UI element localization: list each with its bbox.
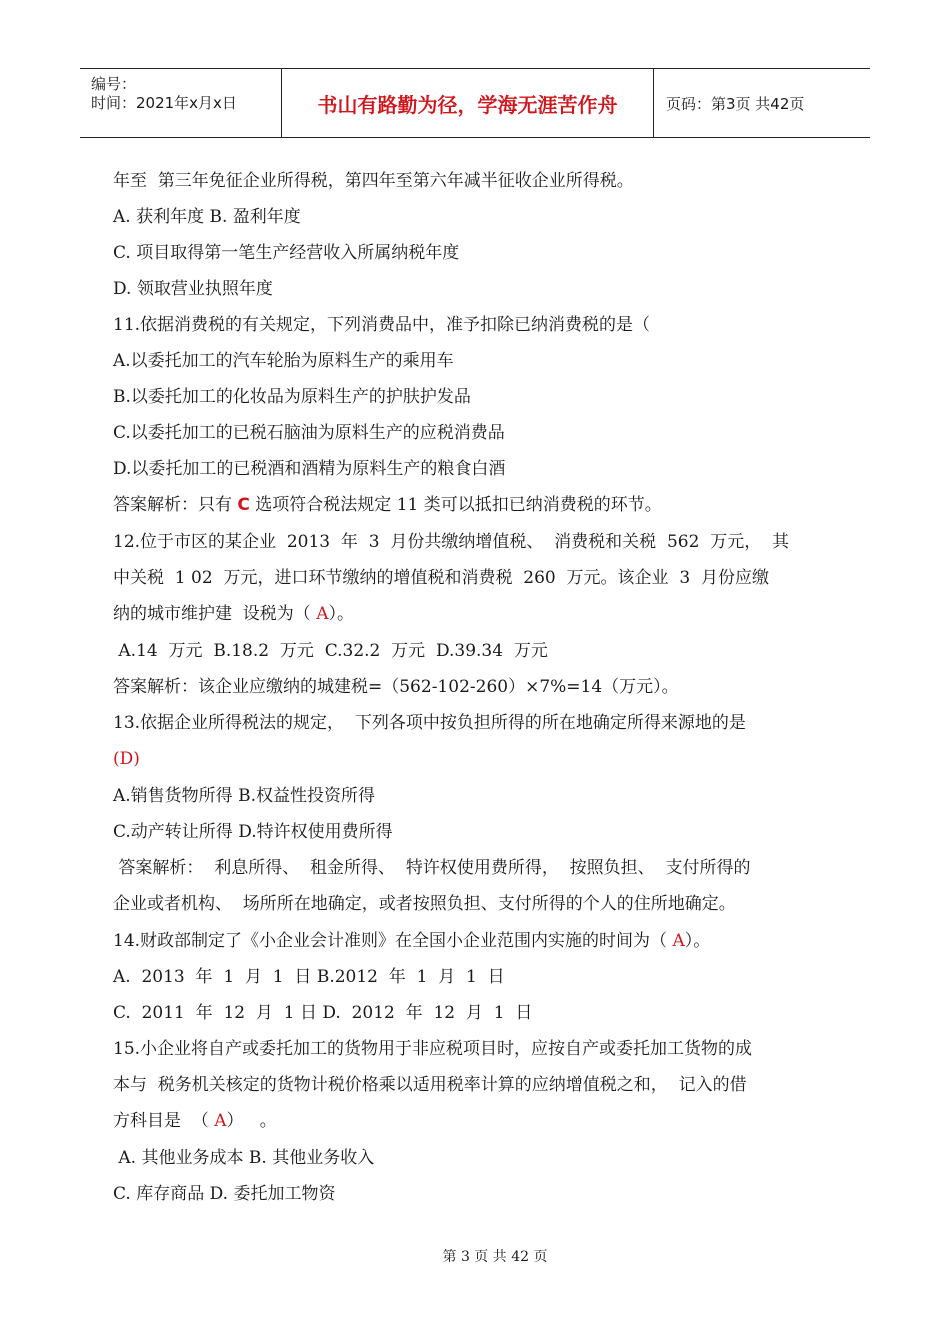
page-header xyxy=(80,68,870,138)
text-run: 年至 第三年免征企业所得税，第四年至第六年减半征收企业所得税。 xyxy=(113,171,634,191)
text-run: A.销售货物所得 B.权益性投资所得 xyxy=(113,786,375,806)
header-meta-cell xyxy=(80,69,282,137)
text-line xyxy=(113,821,393,843)
text-run: 答案解析：该企业应缴纳的城建税=（562-102-260）×7%=14（万元）。 xyxy=(113,677,679,697)
text-run: A.以委托加工的汽车轮胎为原料生产的乘用车 xyxy=(113,351,454,371)
text-line xyxy=(113,206,301,228)
text-line xyxy=(113,966,505,988)
answer-highlight: A xyxy=(672,931,685,951)
answer-highlight: A xyxy=(214,1111,227,1131)
text-run: C.以委托加工的已税石脑油为原料生产的应税消费品 xyxy=(113,423,505,443)
text-line xyxy=(113,640,548,662)
text-run: 12.位于市区的某企业 2013 年 3 月份共缴纳增值税、 消费税和关税 562 万元， 其 xyxy=(113,532,790,552)
text-line xyxy=(113,170,634,192)
answer-highlight: C xyxy=(237,495,250,515)
text-line xyxy=(113,748,140,770)
text-run: 本与 税务机关核定的货物计税价格乘以适用税率计算的应纳增值税之和， 记入的借 xyxy=(113,1075,747,1095)
text-run: A. 其他业务成本 B. 其他业务收入 xyxy=(113,1148,375,1168)
text-line xyxy=(113,1074,747,1096)
text-run: C.动产转让所得 D.特许权使用费所得 xyxy=(113,822,393,842)
text-line xyxy=(113,785,375,807)
text-run: 15.小企业将自产或委托加工的货物用于非应税项目时，应按自产或委托加工货物的成 xyxy=(113,1039,753,1059)
text-run: C. 库存商品 D. 委托加工物资 xyxy=(113,1184,336,1204)
text-run: ） 。 xyxy=(226,1111,277,1131)
text-line xyxy=(113,422,505,444)
text-line xyxy=(113,350,454,372)
text-run: ）。 xyxy=(684,931,711,951)
text-line xyxy=(113,1002,532,1024)
text-run: 13.依据企业所得税法的规定， 下列各项中按负担所得的所在地确定所得来源地的是 xyxy=(113,713,746,733)
text-line xyxy=(113,1183,335,1205)
text-run: 答案解析：只有 xyxy=(113,495,238,515)
text-run: 14.财政部制定了《小企业会计准则》在全国小企业范围内实施的时间为（ xyxy=(113,931,673,951)
document-number-label: 编号： xyxy=(91,75,137,93)
text-line xyxy=(113,1038,752,1060)
text-run: 答案解析： 利息所得、 租金所得、 特许权使用费所得， 按照负担、 支付所得的 xyxy=(113,858,751,878)
text-line xyxy=(113,857,750,879)
text-line xyxy=(113,494,662,516)
text-run: A.14 万元 B.18.2 万元 C.32.2 万元 D.39.34 万元 xyxy=(113,641,548,661)
text-run: D. 领取营业执照年度 xyxy=(113,279,273,299)
text-run: D.以委托加工的已税酒和酒精为原料生产的粮食白酒 xyxy=(113,459,506,479)
text-run: 选项符合税法规定 11 类可以抵扣已纳消费税的环节。 xyxy=(249,495,662,515)
text-run: 方科目是 （ xyxy=(113,1111,215,1131)
text-line xyxy=(113,930,710,952)
text-line xyxy=(113,314,650,336)
text-run: C. 项目取得第一笔生产经营收入所属纳税年度 xyxy=(113,243,460,263)
text-line xyxy=(113,458,505,480)
text-line xyxy=(113,567,769,589)
document-time-label: 时间：2021年x月x日 xyxy=(91,94,237,112)
text-line xyxy=(113,893,736,915)
text-line xyxy=(113,712,746,734)
text-line xyxy=(113,603,354,625)
text-run: A. 2013 年 1 月 1 日 B.2012 年 1 月 1 日 xyxy=(113,967,505,987)
text-line xyxy=(113,1147,374,1169)
header-motto: 书山有路勤为径，学海无涯苦作舟 xyxy=(282,69,654,137)
page-footer: 第 3 页 共 42 页 xyxy=(442,1249,548,1265)
text-line xyxy=(113,1110,277,1132)
text-line xyxy=(113,676,679,698)
answer-highlight: A xyxy=(316,604,329,624)
text-line xyxy=(113,386,471,408)
text-run: 11.依据消费税的有关规定，下列消费品中，准予扣除已纳消费税的是（ xyxy=(113,315,651,335)
text-run: A. 获利年度 B. 盈利年度 xyxy=(113,207,301,227)
text-run: 纳的城市维护建 设税为（ xyxy=(113,604,317,624)
text-line xyxy=(113,531,789,553)
text-run: 中关税 1 02 万元，进口环节缴纳的增值税和消费税 260 万元。该企业 3 月份应缴 xyxy=(113,568,769,588)
text-run: 企业或者机构、 场所所在地确定，或者按照负担、支付所得的个人的住所地确定。 xyxy=(113,894,736,914)
text-line xyxy=(113,278,273,300)
header-page-info: 页码：第3页 共42页 xyxy=(666,94,805,113)
text-run: B.以委托加工的化妆品为原料生产的护肤护发品 xyxy=(113,387,471,407)
answer-highlight: (D) xyxy=(113,749,140,769)
text-run: ）。 xyxy=(328,604,354,624)
text-run: C. 2011 年 12 月 1 日 D. 2012 年 12 月 1 日 xyxy=(113,1003,533,1023)
text-line xyxy=(113,242,459,264)
